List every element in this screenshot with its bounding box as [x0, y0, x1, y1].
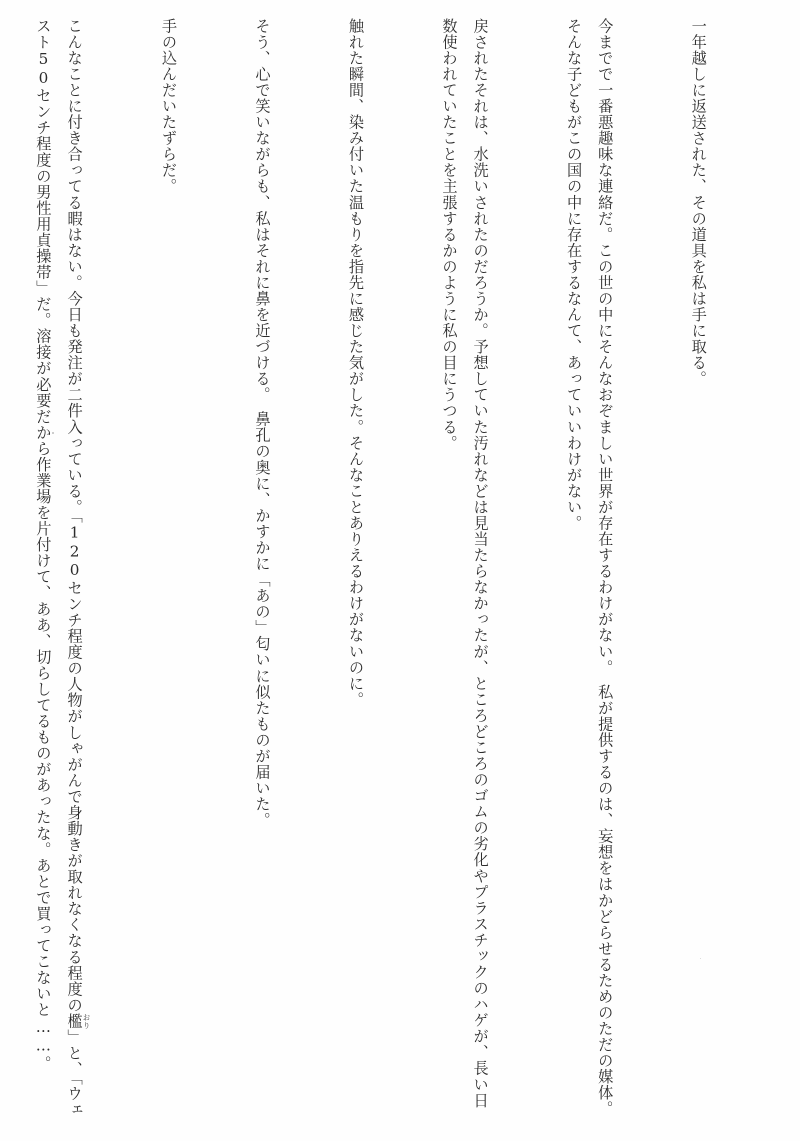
paper-speck: [700, 958, 701, 959]
paragraph-2: 今までで一番悪趣味な連絡だ。この世の中にそんなおぞましい世界が存在するわけがない。 私が提供するのは、妄想をはかどらせるためのただの媒体。そんな子どもがこの国の中に存在するなんて、あっていいわけがない。: [565, 18, 615, 1117]
ruby-annotation: 檻おり: [65, 1013, 92, 1030]
paragraph-3: 戻されたそれは、水洗いされたのだろうか。予想していた汚れなどは見当たらなかったが、ところどころのゴムの劣化やプラスチックのハゲが、長い日数使われていたことを主張するかのように私の目にうつる。: [440, 18, 490, 1109]
paragraph-1: 一年越しに返送された、その道具を私は手に取る。: [689, 18, 708, 387]
paragraph-7: こんなことに付き合ってる暇はない。今日も発注が二件入っている。「120センチ程度の人物がしゃがんで身動きが取れなくなる程度の檻おり」と、「ウェスト50センチ程度の男性用貞操帯」だ。溶接が必要だから作業場を片付けて、ああ、切らしてるものがあったな。あとで買ってこないと……。: [34, 18, 92, 1118]
vertical-body-text: [34, 18, 776, 1118]
paper-speck: [52, 432, 54, 434]
paragraph-6: 手の込んだいたずらだ。: [160, 18, 179, 195]
paragraph-5: そう、心で笑いながらも、私はそれに鼻を近づける。 鼻孔の奥に、かすかに「あの」匂いに似たものが届いた。: [253, 18, 272, 829]
paragraph-4: 触れた瞬間、染み付いた温もりを指先に感じた気がした。そんなことありえるわけがないのに。: [346, 18, 365, 708]
